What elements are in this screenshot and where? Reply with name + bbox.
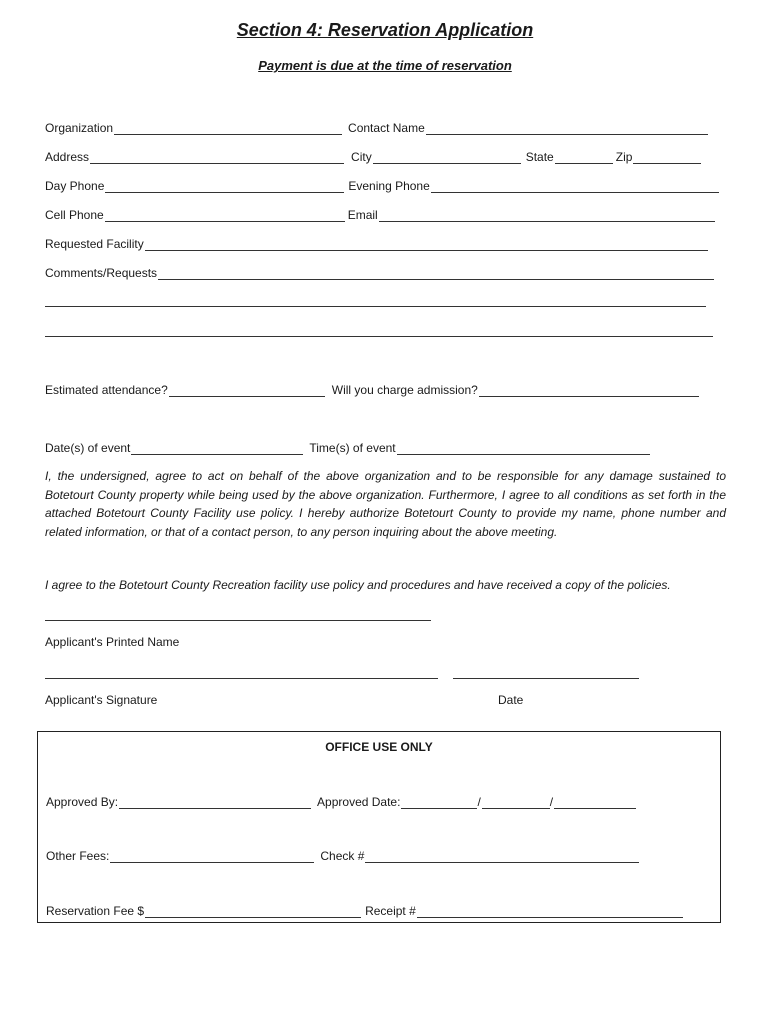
admission-field[interactable]	[479, 384, 699, 397]
address-field[interactable]	[90, 151, 344, 164]
attendance-label: Estimated attendance?	[45, 383, 168, 397]
dates-field[interactable]	[131, 442, 303, 455]
requested-facility-label: Requested Facility	[45, 237, 144, 251]
approved-by-field[interactable]	[119, 796, 311, 809]
comments-line-2[interactable]	[45, 306, 706, 307]
city-field[interactable]	[373, 151, 521, 164]
receipt-field[interactable]	[417, 905, 683, 918]
city-label: City	[351, 150, 372, 164]
page-title: Section 4: Reservation Application	[236, 20, 534, 40]
row-cell-phone	[45, 204, 715, 222]
row-organization	[45, 117, 708, 135]
state-field[interactable]	[555, 151, 613, 164]
signature-label: Applicant's Signature	[45, 693, 158, 707]
day-phone-field[interactable]	[105, 180, 344, 193]
check-field[interactable]	[365, 850, 639, 863]
organization-label: Organization	[45, 121, 114, 135]
policy-statement: I agree to the Botetourt County Recreation facility use policy and procedures and have received a copy of the policies.	[45, 578, 671, 592]
state-label: State	[525, 150, 554, 164]
receipt-label: Receipt #	[365, 904, 416, 918]
row-approved	[46, 791, 636, 809]
day-phone-label: Day Phone	[45, 179, 105, 193]
approved-date-day-field[interactable]	[482, 796, 550, 809]
evening-phone-field[interactable]	[431, 180, 719, 193]
office-use-title: OFFICE USE ONLY	[325, 740, 433, 754]
other-fees-label: Other Fees:	[46, 849, 110, 863]
reservation-fee-field[interactable]	[145, 905, 361, 918]
zip-label: Zip	[615, 150, 633, 164]
evening-phone-label: Evening Phone	[348, 179, 430, 193]
approved-date-month-field[interactable]	[401, 796, 477, 809]
agreement-paragraph: I, the undersigned, agree to act on behalf of the above organization and to be responsible for any damage sustained to Botetourt County property while being used by the above organization. Furthermore, I agree to all conditions as set forth in the attached Botetourt County Facility use policy. I hereby authorize Botetourt County to provide my name, phone number and related information, or that of a contact person, to any person inquiring about the above meeting.	[45, 469, 726, 539]
row-requested-facility	[45, 233, 708, 251]
check-label: Check #	[320, 849, 365, 863]
date-separator-1: /	[477, 795, 481, 809]
organization-field[interactable]	[114, 122, 342, 135]
address-label: Address	[45, 150, 90, 164]
times-label: Time(s) of event	[309, 441, 396, 455]
row-day-phone	[45, 175, 719, 193]
row-address	[45, 146, 701, 164]
office-use-box	[37, 731, 721, 923]
email-field[interactable]	[379, 209, 715, 222]
email-label: Email	[347, 208, 378, 222]
signature-line[interactable]	[45, 678, 438, 679]
approved-by-label: Approved By:	[46, 795, 119, 809]
printed-name-label: Applicant's Printed Name	[45, 635, 180, 649]
comments-field[interactable]	[158, 267, 714, 280]
comments-label: Comments/Requests	[45, 266, 158, 280]
row-reservation-fee	[46, 900, 683, 918]
dates-label: Date(s) of event	[45, 441, 131, 455]
admission-label: Will you charge admission?	[331, 383, 478, 397]
comments-line-3[interactable]	[45, 336, 713, 337]
date-label: Date	[498, 693, 524, 707]
row-fees	[46, 845, 639, 863]
date-line[interactable]	[453, 678, 639, 679]
contact-name-label: Contact Name	[348, 121, 425, 135]
approved-date-year-field[interactable]	[554, 796, 636, 809]
contact-name-field[interactable]	[426, 122, 708, 135]
zip-field[interactable]	[633, 151, 701, 164]
row-attendance	[45, 379, 699, 397]
times-field[interactable]	[397, 442, 650, 455]
row-dates	[45, 437, 650, 455]
reservation-fee-label: Reservation Fee $	[46, 904, 145, 918]
attendance-field[interactable]	[169, 384, 325, 397]
requested-facility-field[interactable]	[145, 238, 708, 251]
date-separator-2: /	[549, 795, 554, 809]
approved-date-label: Approved Date:	[317, 795, 401, 809]
other-fees-field[interactable]	[110, 850, 314, 863]
row-comments	[45, 262, 714, 280]
cell-phone-label: Cell Phone	[45, 208, 104, 222]
printed-name-line[interactable]	[45, 620, 431, 621]
cell-phone-field[interactable]	[105, 209, 345, 222]
page-subtitle: Payment is due at the time of reservation	[258, 58, 512, 73]
